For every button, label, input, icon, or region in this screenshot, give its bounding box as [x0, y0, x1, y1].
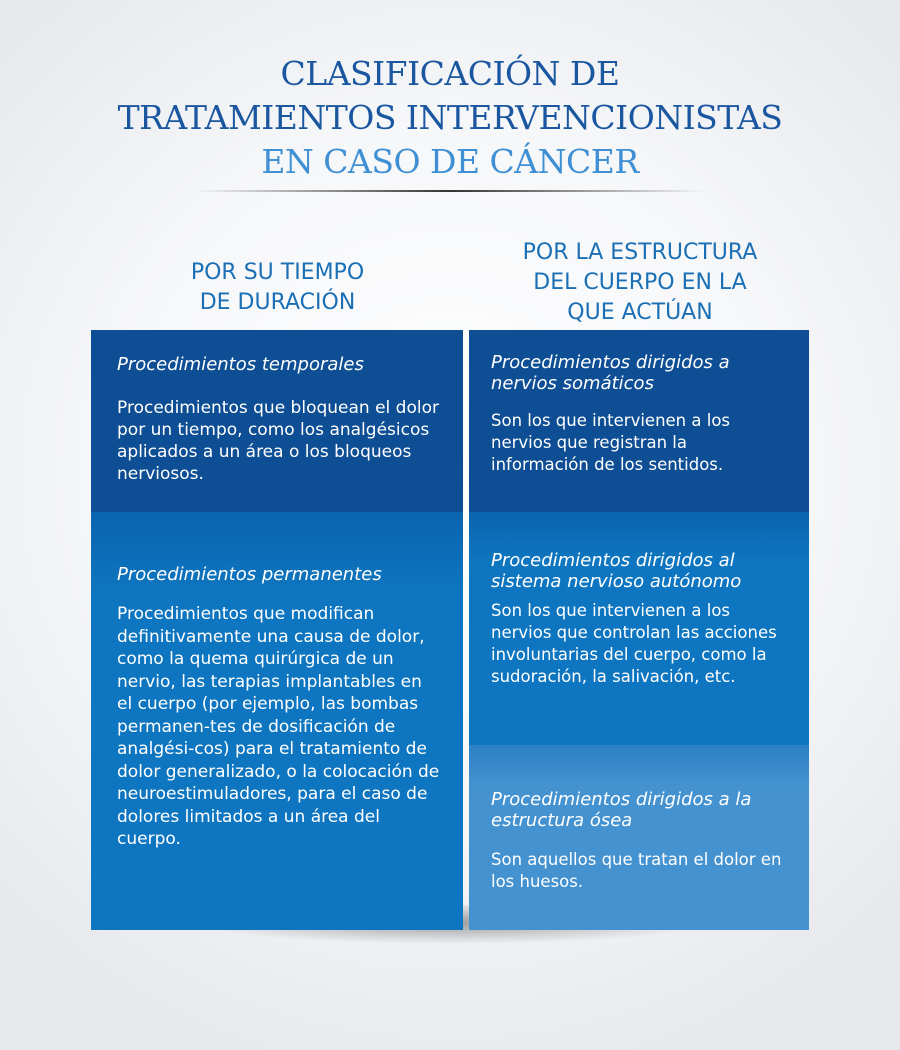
box-text: Procedimientos que modifican definitivamente una causa de dolor, como la quema quirúrgica de un nervio, las terapias implantables en el cuerpo (por ejemplo, las bombas permanen-tes de dosificación de analgési-cos) para el tratamiento de dolor generalizado, o la colocación de neuroestimuladores, para el caso de dolores limitados a un área del cuerpo. [117, 604, 440, 849]
title-line-1: CLASIFICACIÓN DE [280, 54, 620, 93]
box-estructura-osea [469, 745, 809, 930]
right-heading-line-3: QUE ACTÚAN [567, 300, 713, 325]
title-line-2: TRATAMIENTOS INTERVENCIONISTAS [117, 98, 783, 137]
title-divider [195, 190, 705, 192]
box-text: Procedimientos que bloquean el dolor por un tiempo, como los analgésicos aplicados a un área o los bloqueos nerviosos. [117, 398, 439, 484]
box-temporales [91, 330, 463, 512]
box-nervios-somaticos [469, 330, 809, 512]
box-sistema-autonomo [469, 512, 809, 745]
left-heading-line-1: POR SU TIEMPO [190, 260, 365, 285]
box-title: Procedimientos temporales [117, 354, 364, 375]
right-column-heading [470, 238, 810, 328]
left-heading-line-2: DE DURACIÓN [199, 290, 356, 315]
box-title: Procedimientos permanentes [117, 564, 382, 585]
left-column-heading [95, 258, 460, 318]
title-line-3: EN CASO DE CÁNCER [261, 142, 639, 181]
right-heading-line-2: DEL CUERPO EN LA [533, 270, 747, 295]
box-text: Son los que intervienen a los nervios que registran la información de los sentidos. [491, 411, 731, 474]
box-title: Procedimientos dirigidos a la estructura ósea [491, 789, 752, 831]
box-text: Son los que intervienen a los nervios que controlan las acciones involuntarias del cuerpo, como la sudoración, la salivación, etc. [491, 601, 777, 686]
box-text: Son aquellos que tratan el dolor en los huesos. [491, 850, 782, 891]
box-title: Procedimientos dirigidos al sistema nervioso autónomo [491, 550, 742, 592]
box-permanentes [91, 512, 463, 930]
box-title: Procedimientos dirigidos a nervios somáticos [491, 352, 730, 394]
page-title [0, 52, 900, 184]
right-heading-line-1: POR LA ESTRUCTURA [522, 240, 758, 265]
